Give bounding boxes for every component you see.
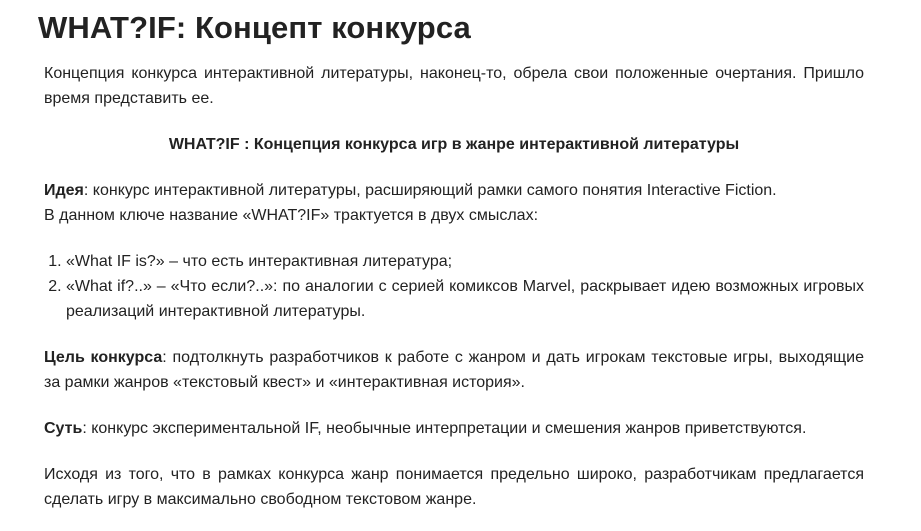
idea-paragraph	[44, 178, 864, 228]
concept-subtitle: WHAT?IF : Концепция конкурса игр в жанре интерактивной литературы	[168, 136, 740, 153]
page-title: WHAT?IF: Концепт конкурса	[38, 10, 471, 45]
list-item: 2. «What if?..» – «Что если?..»: по аналогии с серией комиксов Marvel, раскрывает идею возможных игровых реализаций интерактивной литературы.	[66, 274, 864, 324]
idea-text: : конкурс интерактивной литературы, расширяющий рамки самого понятия Interactive Fiction.	[83, 182, 777, 199]
goal-paragraph	[44, 345, 864, 395]
essence-paragraph	[44, 416, 864, 441]
goal-text: : подтолкнуть разработчиков к работе с жанром и дать игрокам текстовые игры, выходящие за рамки жанров «текстовый квест» и «интерактивная история».	[44, 349, 865, 391]
idea-label: Идея	[44, 182, 84, 199]
list-item: 1. «What IF is?» – что есть интерактивная литература;	[66, 249, 864, 274]
essence-label: Суть	[44, 420, 83, 437]
closing-paragraph: Исходя из того, что в рамках конкурса жанр понимается предельно широко, разработчикам предлагается сделать игру в максимально свободном текстовом жанре.	[44, 466, 864, 508]
essence-text: : конкурс экспериментальной IF, необычные интерпретации и смешения жанров приветствуются.	[82, 420, 807, 437]
goal-label: Цель конкурса	[44, 349, 163, 366]
intro-paragraph: Концепция конкурса интерактивной литературы, наконец-то, обрела свои положенные очертания. Пришло время представить ее.	[44, 65, 864, 107]
idea-line2: В данном ключе название «WHAT?IF» трактуется в двух смыслах:	[44, 207, 539, 224]
article-body	[44, 61, 864, 512]
meaning-list	[44, 249, 864, 324]
